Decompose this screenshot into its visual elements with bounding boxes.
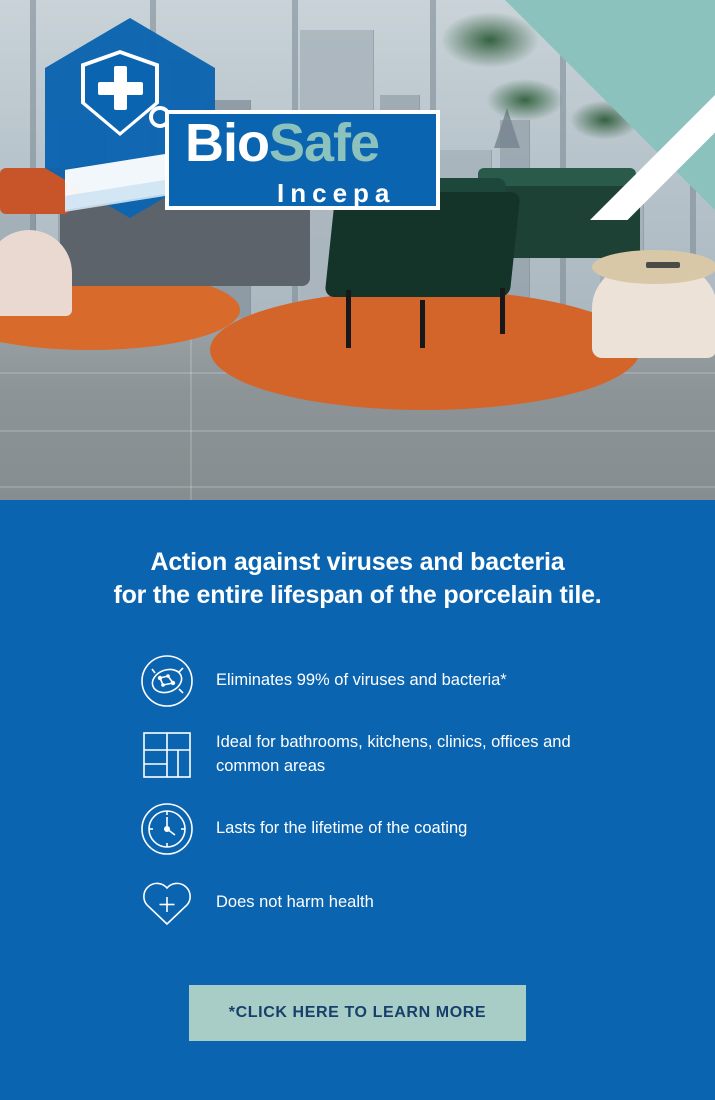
feature-item bbox=[138, 872, 715, 934]
logo-wordmark bbox=[185, 113, 380, 173]
feature-item bbox=[138, 724, 715, 786]
feature-item bbox=[138, 798, 715, 860]
feature-item bbox=[138, 650, 715, 712]
heart-plus-icon bbox=[138, 874, 196, 932]
feature-text: Eliminates 99% of viruses and bacteria* bbox=[216, 671, 507, 690]
cta-container bbox=[0, 985, 715, 1041]
feature-text: Lasts for the lifetime of the coating bbox=[216, 819, 468, 838]
headline-line-2: for the entire lifespan of the porcelain tile. bbox=[113, 581, 602, 609]
clock-icon bbox=[138, 800, 196, 858]
logo-subtitle: Incepa bbox=[277, 178, 396, 208]
round-rug-main bbox=[210, 290, 640, 410]
tile-grid-icon bbox=[138, 726, 196, 784]
feature-text: Ideal for bathrooms, kitchens, clinics, offices and common areas bbox=[216, 733, 571, 775]
logo-word-bio: Bio bbox=[185, 113, 269, 173]
table-object bbox=[646, 262, 680, 268]
chair-leg bbox=[346, 290, 351, 348]
bacteria-icon bbox=[138, 652, 196, 710]
hero-image bbox=[0, 0, 715, 500]
learn-more-button[interactable]: *CLICK HERE TO LEARN MORE bbox=[189, 985, 526, 1041]
tile-joint bbox=[190, 318, 192, 500]
info-panel bbox=[0, 500, 715, 1100]
tile-joint bbox=[0, 430, 715, 432]
biosafe-logo bbox=[45, 18, 395, 223]
feature-list bbox=[0, 650, 715, 934]
headline bbox=[0, 546, 715, 612]
tile-joint bbox=[0, 486, 715, 488]
feature-text: Does not harm health bbox=[216, 893, 374, 912]
chair-leg bbox=[420, 300, 425, 348]
chair-leg bbox=[500, 288, 505, 334]
headline-line-1: Action against viruses and bacteria bbox=[150, 548, 565, 576]
logo-word-safe: Safe bbox=[269, 113, 380, 173]
medical-cross-icon bbox=[98, 82, 143, 95]
